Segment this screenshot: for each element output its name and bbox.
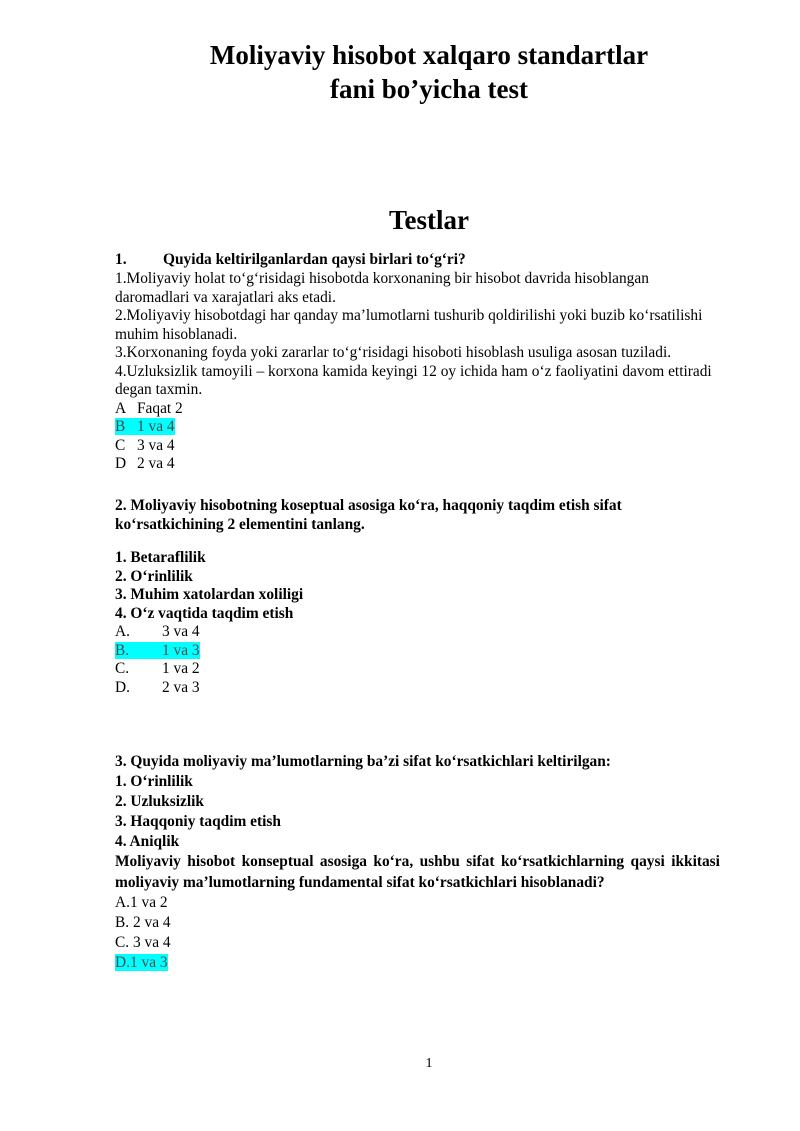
option-letter: C	[115, 436, 126, 454]
option-text: 2 va 4	[137, 455, 175, 472]
document-title	[0, 38, 800, 106]
statement-line: 2. O‘rinlilik	[115, 567, 193, 585]
option-text: 1 va 3	[162, 641, 200, 659]
statement-line: 1.Moliyaviy holat to‘g‘risidagi hisobotda korxonaning bir hisobot davrida hisoblangan	[115, 270, 649, 287]
option-letter: B	[115, 418, 126, 435]
answer-option-correct	[115, 642, 743, 661]
statement-line: 4. Aniqlik	[115, 833, 180, 851]
option-letter: C.	[115, 660, 130, 677]
question-text-line: moliyaviy ma’lumotlarning fundamental sifat ko‘rsatkichlari hisoblanadi?	[115, 873, 605, 891]
title-line-2: fani bo’yicha test	[330, 74, 528, 104]
question-text-line: Moliyaviy hisobot konseptual asosiga ko‘ra, ushbu sifat ko‘rsatkichlarning qaysi ikkitasi	[115, 853, 720, 871]
question-text: 3. Quyida moliyaviy ma’lumotlarning ba’zi sifat ko‘rsatkichlari keltirilgan:	[115, 753, 611, 770]
question-2-heading	[115, 497, 743, 534]
question-text: Quyida keltirilganlardan qaysi birlari to‘g‘ri?	[163, 251, 466, 268]
question-1-body	[115, 270, 743, 474]
statement-line: muhim hisoblanadi.	[115, 325, 238, 343]
option-text: 3 va 4	[162, 623, 200, 640]
statement-line: 3. Haqqoniy taqdim etish	[115, 813, 281, 831]
answer-option: B. 2 va 4	[115, 913, 171, 931]
question-3	[115, 752, 743, 973]
answer-option: C. 3 va 4	[115, 933, 171, 951]
answer-option-correct	[115, 953, 743, 973]
statement-line: 1. O‘rinlilik	[115, 773, 193, 791]
answer-option	[115, 455, 743, 474]
option-text: 1 va 4	[137, 418, 175, 435]
option-text: D.1 va 3	[115, 953, 168, 971]
option-letter: D.	[115, 678, 130, 696]
option-text: 2 va 3	[162, 678, 200, 696]
option-text: 1 va 2	[162, 660, 200, 677]
option-letter: D	[115, 455, 127, 472]
question-number: 1.	[115, 251, 127, 268]
question-2-body	[115, 549, 743, 697]
statement-line: 3. Muhim xatolardan xoliligi	[115, 586, 304, 603]
statement-line: daromadlari va xarajatlari aks etadi.	[115, 288, 336, 306]
statement-line: 1. Betaraflilik	[115, 549, 206, 566]
answer-option	[115, 437, 743, 456]
statement-line: 4.Uzluksizlik tamoyili – korxona kamida keyingi 12 oy ichida ham o‘z faoliyatini davom ettiradi	[115, 362, 712, 380]
statement-line: 3.Korxonaning foyda yoki zararlar to‘g‘risidagi hisoboti hisoblash usuliga asosan tuziladi.	[115, 344, 672, 361]
question-text-line: 2. Moliyaviy hisobotning koseptual asosiga ko‘ra, haqqoniy taqdim etish sifat	[115, 497, 622, 514]
question-1-heading	[115, 251, 466, 270]
option-letter: A	[115, 399, 127, 417]
section-heading: Testlar	[389, 205, 469, 235]
statement-line: 2. Uzluksizlik	[115, 793, 204, 811]
statement-line: 4. O‘z vaqtida taqdim etish	[115, 604, 294, 622]
option-letter: A.	[115, 623, 130, 640]
option-letter: B.	[115, 641, 130, 659]
answer-option	[115, 679, 743, 698]
title-line-1: Moliyaviy hisobot xalqaro standartlar	[209, 40, 649, 70]
statement-line: degan taxmin.	[115, 381, 203, 398]
statement-line: 2.Moliyaviy hisobotdagi har qanday ma’lumotlarni tushurib qoldirilishi yoki buzib ko‘rsatilishi	[115, 307, 703, 324]
option-text: 3 va 4	[137, 436, 175, 454]
option-text: Faqat 2	[137, 399, 183, 417]
answer-option: A.1 va 2	[115, 893, 168, 911]
answer-option-correct	[115, 418, 743, 437]
answer-option	[115, 400, 743, 419]
question-text-line: ko‘rsatkichining 2 elementini tanlang.	[115, 515, 365, 533]
page-number: 1	[425, 1056, 433, 1071]
answer-option	[115, 623, 743, 642]
answer-option	[115, 660, 743, 679]
